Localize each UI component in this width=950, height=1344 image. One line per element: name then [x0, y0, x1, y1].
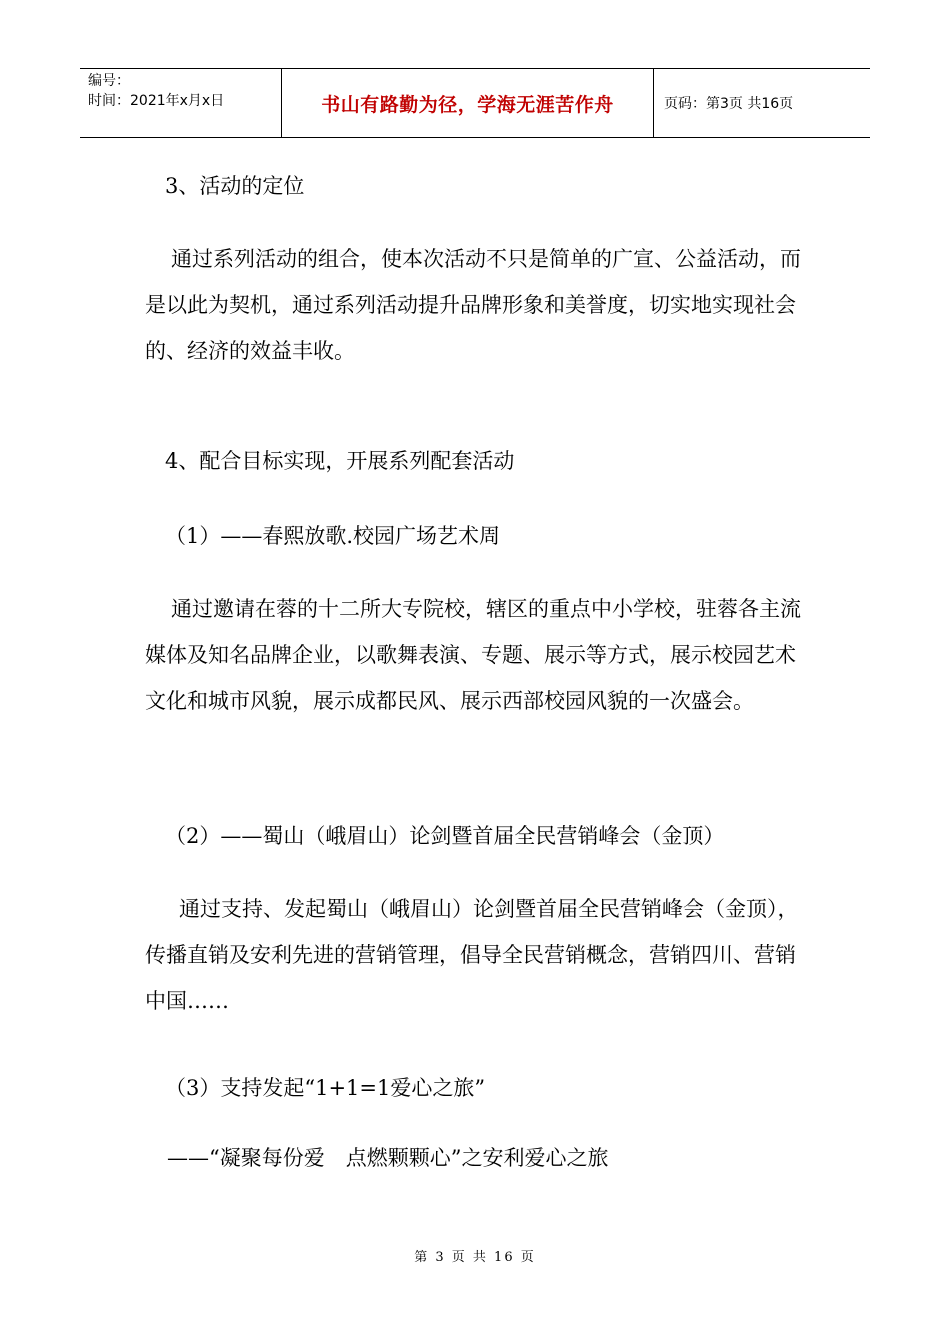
item-2-title: （2）——蜀山（峨眉山）论剑暨首届全民营销峰会（金顶）: [165, 824, 725, 848]
section-4-title: 4、配合目标实现，开展系列配套活动: [165, 449, 515, 473]
item-3-title: （3）支持发起“1+1=1爱心之旅”: [165, 1076, 486, 1100]
section-3-paragraph: 通过系列活动的组合，使本次活动不只是简单的广宣、公益活动，而是以此为契机，通过系列活动提升品牌形象和美誉度，切实地实现社会的、经济的效益丰收。: [145, 247, 801, 363]
document-time-label: 时间：2021年x月x日: [88, 93, 225, 109]
item-1-title: （1）——春熙放歌.校园广场艺术周: [165, 524, 501, 548]
page-header: [80, 68, 870, 138]
item-2-paragraph: 通过支持、发起蜀山（峨眉山）论剑暨首届全民营销峰会（金顶），传播直销及安利先进的营销管理，倡导全民营销概念，营销四川、营销中国……: [145, 897, 799, 1013]
document-number-label: 编号：: [88, 73, 130, 89]
section-3-title: 3、活动的定位: [165, 174, 305, 198]
item-3-subtitle: ——“凝聚每份爱 点燃颗颗心”之安利爱心之旅: [167, 1146, 609, 1170]
header-page-info: 页码：第3页 共16页: [664, 96, 794, 112]
item-1-paragraph: 通过邀请在蓉的十二所大专院校，辖区的重点中小学校，驻蓉各主流媒体及知名品牌企业，以歌舞表演、专题、展示等方式，展示校园艺术文化和城市风貌，展示成都民风、展示西部校园风貌的一次盛会。: [145, 597, 801, 713]
header-meta: [80, 69, 282, 137]
page-footer: 第 3 页 共 16 页: [414, 1250, 536, 1265]
header-motto: 书山有路勤为径，学海无涯苦作舟: [282, 69, 654, 137]
